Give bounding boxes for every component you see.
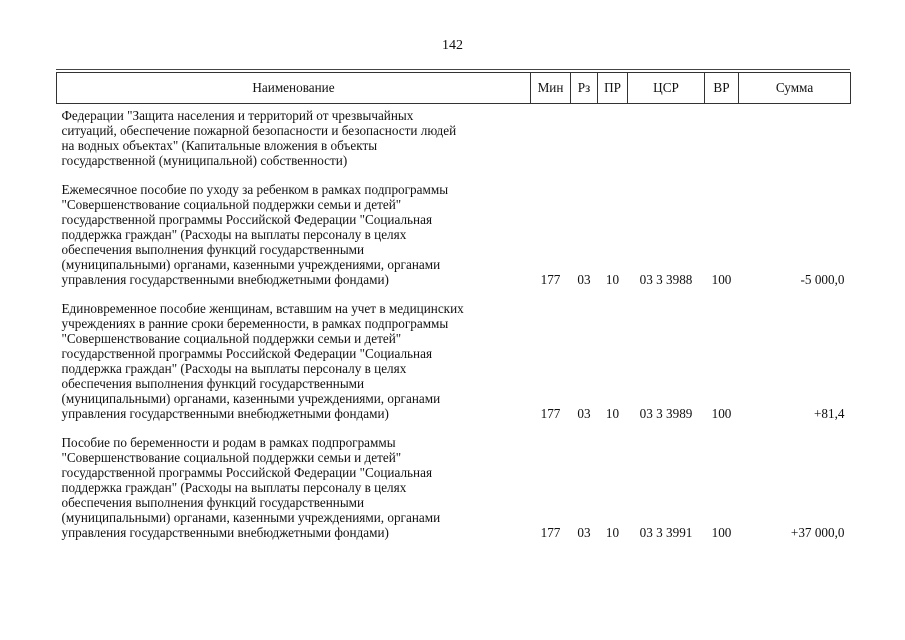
- row-min: [531, 108, 571, 168]
- row-name-line: государственной программы Российской Федерации "Социальная: [61, 465, 433, 480]
- header-pr: ПР: [598, 73, 628, 104]
- row-name-line: Пособие по беременности и родам в рамках подпрограммы: [61, 435, 396, 450]
- row-pr: 10: [605, 406, 620, 421]
- row-name-line: поддержка граждан" (Расходы на выплаты персоналу в целях: [61, 361, 407, 376]
- row-vr: [705, 108, 739, 168]
- row-name-line: поддержка граждан" (Расходы на выплаты персоналу в целях: [61, 227, 407, 242]
- table-row: [57, 108, 851, 168]
- row-name-line: (муниципальными) органами, казенными учреждениями, органами: [61, 257, 441, 272]
- row-pr: [598, 108, 628, 168]
- row-name: [57, 435, 531, 540]
- header-min: Мин: [531, 73, 571, 104]
- table-row: [57, 301, 851, 421]
- header-sum: Сумма: [739, 73, 851, 104]
- row-name-line: "Совершенствование социальной поддержки семьи и детей": [61, 331, 402, 346]
- table-spacer: [57, 287, 851, 301]
- row-csr: 03 3 3989: [639, 406, 693, 421]
- row-sum: +81,4: [813, 406, 845, 421]
- budget-table: [56, 72, 851, 540]
- table-row: [57, 182, 851, 287]
- row-name-line: учреждениях в ранние сроки беременности, в рамках подпрограммы: [61, 316, 449, 331]
- row-name-line: Единовременное пособие женщинам, вставшим на учет в медицинских: [61, 301, 464, 316]
- header-vr: ВР: [705, 73, 739, 104]
- header-csr: ЦСР: [628, 73, 705, 104]
- table-spacer: [57, 421, 851, 435]
- row-rz: 03: [577, 272, 591, 287]
- row-vr: 100: [711, 272, 732, 287]
- row-vr: 100: [711, 525, 732, 540]
- row-pr: 10: [605, 525, 620, 540]
- table-row: [57, 435, 851, 540]
- row-name-line: государственной программы Российской Федерации "Социальная: [61, 212, 433, 227]
- table-header-row: [57, 73, 851, 104]
- header-rule: [56, 69, 850, 70]
- row-name-line: обеспечения выполнения функций государственными: [61, 495, 365, 510]
- row-name-line: управления государственными внебюджетными фондами): [61, 406, 389, 421]
- row-pr: 10: [605, 272, 620, 287]
- row-min: 177: [540, 406, 561, 421]
- row-name-line: "Совершенствование социальной поддержки семьи и детей": [61, 197, 402, 212]
- row-min: 177: [540, 272, 561, 287]
- row-name-line: поддержка граждан" (Расходы на выплаты персоналу в целях: [61, 480, 407, 495]
- row-name-line: (муниципальными) органами, казенными учреждениями, органами: [61, 510, 441, 525]
- row-min: 177: [540, 525, 561, 540]
- row-sum: [739, 108, 851, 168]
- row-name: [57, 182, 531, 287]
- row-name-line: обеспечения выполнения функций государственными: [61, 242, 365, 257]
- row-name-line: обеспечения выполнения функций государственными: [61, 376, 365, 391]
- row-name-line: "Совершенствование социальной поддержки семьи и детей": [61, 450, 402, 465]
- row-name-line: Ежемесячное пособие по уходу за ребенком в рамках подпрограммы: [61, 182, 449, 197]
- row-name-line: государственной (муниципальной) собственности): [61, 153, 348, 168]
- row-sum: +37 000,0: [790, 525, 845, 540]
- row-vr: 100: [711, 406, 732, 421]
- row-name-line: Федерации "Защита населения и территорий от чрезвычайных: [61, 108, 414, 123]
- table-spacer: [57, 168, 851, 182]
- row-name-line: государственной программы Российской Федерации "Социальная: [61, 346, 433, 361]
- row-rz: 03: [577, 525, 591, 540]
- row-sum: -5 000,0: [800, 272, 845, 287]
- row-name-line: управления государственными внебюджетными фондами): [61, 525, 389, 540]
- row-name: [57, 301, 531, 421]
- header-name: Наименование: [57, 73, 531, 104]
- row-csr: 03 3 3991: [639, 525, 693, 540]
- page-number: 142: [442, 38, 463, 53]
- row-csr: 03 3 3988: [639, 272, 693, 287]
- row-rz: [571, 108, 598, 168]
- row-csr: [628, 108, 705, 168]
- header-rz: Рз: [571, 73, 598, 104]
- row-rz: 03: [577, 406, 591, 421]
- row-name: [57, 108, 531, 168]
- row-name-line: на водных объектах" (Капитальные вложения в объекты: [61, 138, 378, 153]
- row-name-line: управления государственными внебюджетными фондами): [61, 272, 389, 287]
- row-name-line: ситуаций, обеспечение пожарной безопасности и безопасности людей: [61, 123, 457, 138]
- row-name-line: (муниципальными) органами, казенными учреждениями, органами: [61, 391, 441, 406]
